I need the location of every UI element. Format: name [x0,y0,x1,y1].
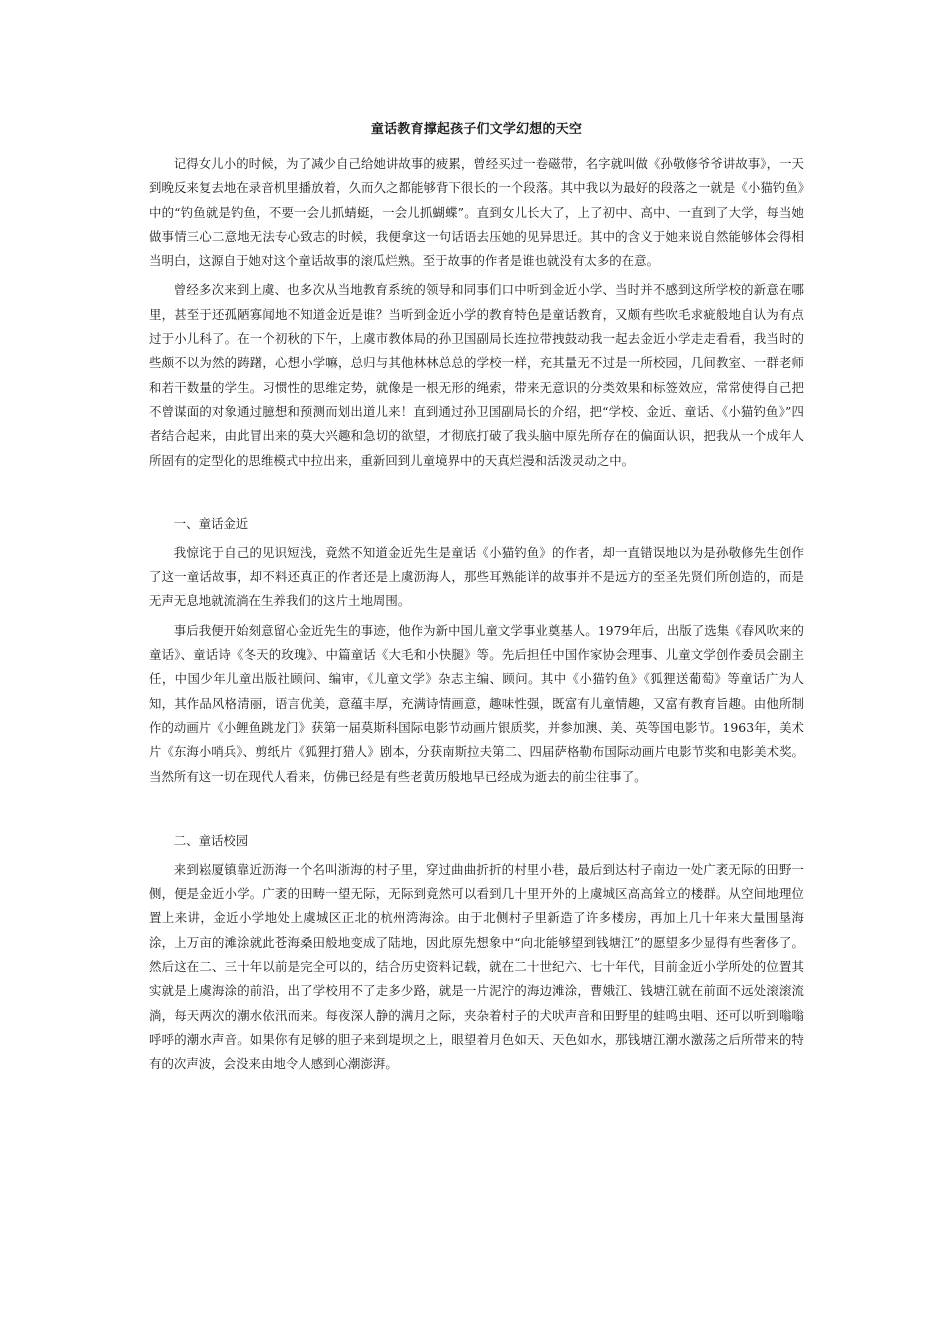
intro-paragraph-1: 记得女儿小的时候，为了减少自己给她讲故事的疲累，曾经买过一卷磁带，名字就叫做《孙敬修爷爷讲故事》，一天到晚反来复去地在录音机里播放着，久而久之都能够背下很长的一个段落。其中我以为最好的段落之一就是《小猫钓鱼》中的“钓鱼就是钓鱼，不要一会儿抓蜻蜓，一会儿抓蝴蝶”。直到女儿长大了，上了初中、高中、一直到了大学，每当她做事情三心二意地无法专心致志的时候，我便拿这一句话语去压她的见异思迁。其中的含义于她来说自然能够体会得相当明白，这源自于她对这个童话故事的滚瓜烂熟。至于故事的作者是谁也就没有太多的在意。 [149,156,804,269]
section1-paragraph-2: 事后我便开始刻意留心金近先生的事迹，他作为新中国儿童文学事业奠基人。1979年后，出版了选集《春风吹来的童话》、童话诗《冬天的玫瑰》、中篇童话《大毛和小快腿》等。先后担任中国作家协会理事、儿童文学创作委员会副主任，中国少年儿童出版社顾问、编审，《儿童文学》杂志主编、顾问。其中《小猫钓鱼》《狐狸送葡萄》等童话广为人知，其作品风格清丽，语言优美，意蕴丰厚，充满诗情画意，趣味性强，既富有儿童情趣，又富有教育旨趣。由他所制作的动画片《小鲤鱼跳龙门》获第一届莫斯科国际电影节动画片银质奖，并参加澳、美、英等国电影节。1963年，美术片《东海小哨兵》、剪纸片《狐狸打猎人》剧本，分获南斯拉夫第二、四届萨格勒布国际动画片电影节奖和电影美术奖。当然所有这一切在现代人看来，仿佛已经是有些老黄历般地早已经成为逝去的前尘往事了。 [149,622,804,784]
section-spacer [149,794,804,829]
section1-paragraph-1: 我惊诧于自己的见识短浅，竟然不知道金近先生是童话《小猫钓鱼》的作者，却一直错误地以为是孙敬修先生创作了这一童话故事，却不料还真正的作者还是上虞沥海人，那些耳熟能详的故事并不是远方的至圣先贤们所创造的，而是无声无息地就流淌在生养我们的这片土地周围。 [149,544,804,609]
section-heading-2: 二、童话校园 [173,832,249,848]
intro-paragraph-2: 曾经多次来到上虞、也多次从当地教育系统的领导和同事们口中听到金近小学、当时并不感到这所学校的新意在哪里，甚至于还孤陋寡闻地不知道金近是谁？当听到金近小学的教育特色是童话教育，又颇有些吹毛求疵般地自认为有点过于小儿科了。在一个初秋的下午，上虞市教体局的孙卫国副局长连拉带拽鼓动我一起去金近小学走走看看，我当时的些颇不以为然的踌躇，心想小学嘛，总归与其他林林总总的学校一样，充其量无不过是一所校园，几间教室、一群老师和若干数量的学生。习惯性的思维定势，就像是一根无形的绳索，带来无意识的分类效果和标签效应，常常使得自己把不曾谋面的对象通过臆想和预测而划出道儿来！直到通过孙卫国副局长的介绍，把“学校、金近、童话、《小猫钓鱼》”四者结合起来，由此冒出来的莫大兴趣和急切的欲望，才彻底打破了我头脑中原先所存在的偏面认识，把我从一个成年人所固有的定型化的思维模式中拉出来，重新回到儿童境界中的天真烂漫和活泼灵动之中。 [149,282,804,468]
document-title: 童话教育撑起孩子们文学幻想的天空 [370,122,583,137]
document-page [149,120,804,1082]
section-heading-1: 一、童话金近 [173,515,249,531]
section2-paragraph-1: 来到崧厦镇靠近沥海一个名叫浙海的村子里，穿过曲曲折折的村里小巷，最后到达村子南边一处广袤无际的田野一侧，便是金近小学。广袤的田畴一望无际，无际到竟然可以看到几十里开外的上虞城区高高耸立的楼群。从空间地理位置上来讲，金近小学地处上虞城区正北的杭州湾海涂。由于北侧村子里新造了许多楼房，再加上几十年来大量围垦海涂，上万亩的滩涂就此苍海桑田般地变成了陆地，因此原先想象中“向北能够望到钱塘江”的愿望多少显得有些奢侈了。然后这在二、三十年以前是完全可以的，结合历史资料记载，就在二十世纪六、七十年代，目前金近小学所处的位置其实就是上虞海涂的前沿，出了学校用不了走多少路，就是一片泥泞的海边滩涂，曹娥江、钱塘江就在前面不远处滚滚流淌，每天两次的潮水依汛而来。每夜深人静的满月之际，夹杂着村子的犬吠声音和田野里的蛙鸣虫唱、还可以听到嗡嗡呼呼的潮水声音。如果你有足够的胆子来到堤坝之上，眼望着月色如天、天色如水，那钱塘江潮水激荡之后所带来的特有的次声波，会没来由地令人感到心潮澎湃。 [149,861,804,1072]
section-spacer [149,478,804,512]
